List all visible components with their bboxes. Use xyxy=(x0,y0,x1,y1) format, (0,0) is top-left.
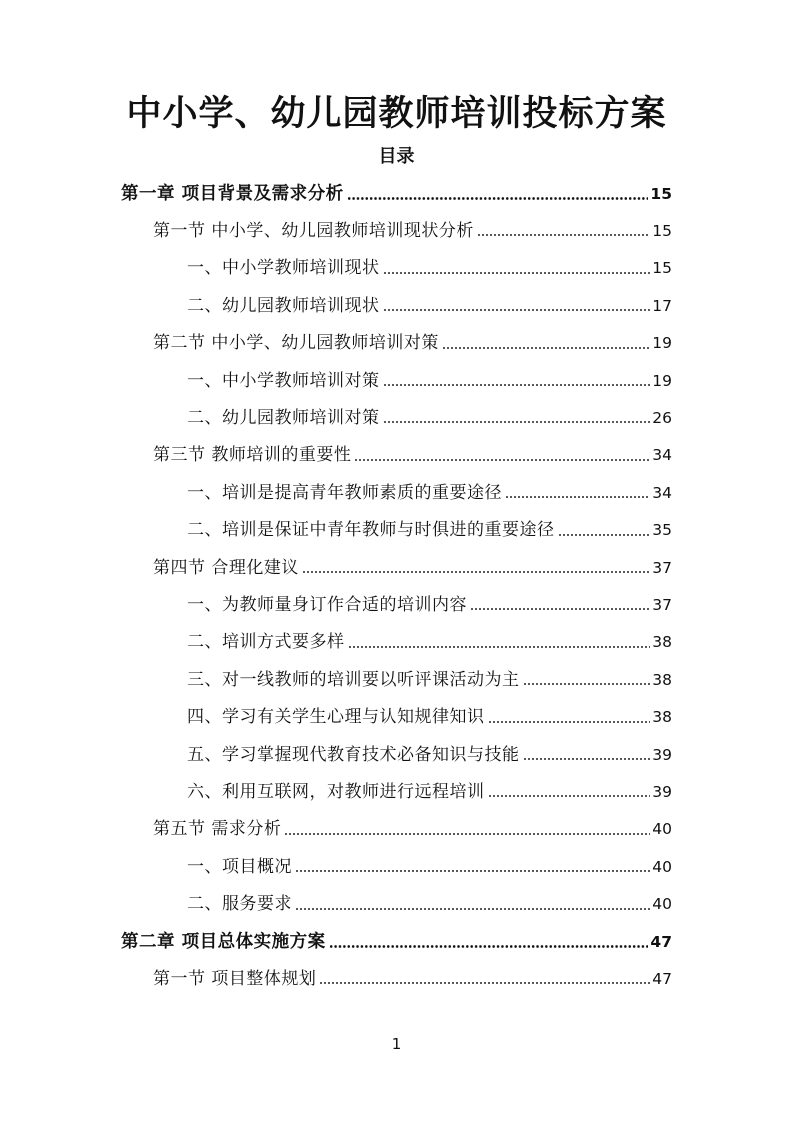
toc-entry-page: 35 xyxy=(652,521,672,540)
document-title: 中小学、幼儿园教师培训投标方案 xyxy=(126,94,667,134)
toc-entry-label: 一、项目概况 xyxy=(187,856,292,877)
toc-entry-label: 二、幼儿园教师培训现状 xyxy=(187,295,380,316)
toc-entry-page: 39 xyxy=(652,745,672,764)
toc-entry-label: 二、培训方式要多样 xyxy=(187,632,345,653)
toc-entry-subsection[interactable] xyxy=(187,250,672,287)
dot-leader xyxy=(348,646,651,648)
toc-entry-subsection[interactable] xyxy=(187,399,672,436)
toc-entry-subsection[interactable] xyxy=(187,848,672,885)
toc-entry-page: 39 xyxy=(652,782,672,801)
toc-entry-label: 二、培训是保证中青年教师与时俱进的重要途径 xyxy=(187,520,555,541)
toc-entry-label: 四、学习有关学生心理与认知规律知识 xyxy=(187,707,485,728)
toc-entry-section[interactable] xyxy=(153,811,672,848)
toc-entry-page: 34 xyxy=(652,446,672,465)
toc-entry-section[interactable] xyxy=(153,549,672,586)
dot-leader xyxy=(383,272,651,274)
toc-entry-label: 一、中小学教师培训现状 xyxy=(187,258,380,279)
toc-entry-page: 38 xyxy=(652,708,672,727)
toc-entry-label: 一、为教师量身订作合适的培训内容 xyxy=(187,594,467,615)
toc-entry-label: 六、利用互联网，对教师进行远程培训 xyxy=(187,781,485,802)
toc-entry-label: 五、学习掌握现代教育技术必备知识与技能 xyxy=(187,744,520,765)
dot-leader xyxy=(295,908,650,910)
toc-entry-subsection[interactable] xyxy=(187,699,672,736)
toc-heading: 目录 xyxy=(378,146,415,167)
toc-entry-page: 38 xyxy=(652,670,672,689)
dot-leader xyxy=(284,833,650,835)
dot-leader xyxy=(347,197,649,200)
toc-entry-label: 第一节 中小学、幼儿园教师培训现状分析 xyxy=(153,220,474,241)
dot-leader xyxy=(477,234,650,236)
toc-entry-label: 一、中小学教师培训对策 xyxy=(187,370,380,391)
toc-entry-page: 19 xyxy=(652,334,672,353)
dot-leader xyxy=(383,384,651,386)
toc-entry-subsection[interactable] xyxy=(187,474,672,511)
toc-entry-label: 二、幼儿园教师培训对策 xyxy=(187,407,380,428)
toc-entry-section[interactable] xyxy=(153,960,672,997)
toc-entry-label: 第二节 中小学、幼儿园教师培训对策 xyxy=(153,333,439,354)
toc-entry-page: 15 xyxy=(652,259,672,278)
toc-entry-page: 40 xyxy=(652,820,672,839)
toc-entry-page: 47 xyxy=(650,932,672,951)
toc-entry-page: 37 xyxy=(652,558,672,577)
toc-entry-subsection[interactable] xyxy=(187,736,672,773)
toc-entry-label: 第一章 项目背景及需求分析 xyxy=(121,183,344,204)
dot-leader xyxy=(505,496,650,498)
toc-entry-page: 47 xyxy=(652,969,672,988)
toc-entry-subsection[interactable] xyxy=(187,287,672,324)
page-number: 1 xyxy=(391,1035,402,1053)
toc-entry-page: 26 xyxy=(652,408,672,427)
dot-leader xyxy=(488,721,651,723)
dot-leader xyxy=(383,309,651,311)
toc-entry-page: 40 xyxy=(652,857,672,876)
dot-leader xyxy=(354,459,650,461)
toc-entry-page: 34 xyxy=(652,483,672,502)
dot-leader xyxy=(523,683,651,685)
toc-entry-subsection[interactable] xyxy=(187,586,672,623)
toc-entry-label: 第五节 需求分析 xyxy=(153,819,282,840)
toc-entry-subsection[interactable] xyxy=(187,624,672,661)
toc-entry-chapter[interactable] xyxy=(121,175,672,212)
dot-leader xyxy=(558,534,651,536)
toc-entry-page: 19 xyxy=(652,371,672,390)
dot-leader xyxy=(295,870,650,872)
dot-leader xyxy=(488,795,651,797)
toc-entry-page: 38 xyxy=(652,633,672,652)
toc-entry-label: 三、对一线教师的培训要以听评课活动为主 xyxy=(187,669,520,690)
toc-entry-page: 37 xyxy=(652,595,672,614)
toc-entry-label: 第一节 项目整体规划 xyxy=(153,968,317,989)
toc-entry-section[interactable] xyxy=(153,325,672,362)
toc-entry-label: 第四节 合理化建议 xyxy=(153,557,299,578)
dot-leader xyxy=(329,945,649,948)
toc-entry-page: 15 xyxy=(650,184,672,203)
toc-entry-subsection[interactable] xyxy=(187,773,672,810)
toc-entry-subsection[interactable] xyxy=(187,661,672,698)
toc-entry-subsection[interactable] xyxy=(187,512,672,549)
toc-entry-page: 15 xyxy=(652,221,672,240)
dot-leader xyxy=(442,347,650,349)
dot-leader xyxy=(383,421,651,423)
toc-entry-section[interactable] xyxy=(153,437,672,474)
toc-entry-chapter[interactable] xyxy=(121,923,672,960)
dot-leader xyxy=(302,571,650,573)
toc-entry-page: 40 xyxy=(652,895,672,914)
toc-entry-subsection[interactable] xyxy=(187,886,672,923)
toc-entry-label: 二、服务要求 xyxy=(187,894,292,915)
dot-leader xyxy=(470,608,650,610)
dot-leader xyxy=(319,982,650,984)
toc-entry-label: 第三节 教师培训的重要性 xyxy=(153,445,352,466)
toc-entry-section[interactable] xyxy=(153,212,672,249)
toc-entry-label: 第二章 项目总体实施方案 xyxy=(121,931,326,952)
toc-entry-label: 一、培训是提高青年教师素质的重要途径 xyxy=(187,482,502,503)
toc-entry-page: 17 xyxy=(652,296,672,315)
toc-entry-subsection[interactable] xyxy=(187,362,672,399)
dot-leader xyxy=(523,758,651,760)
